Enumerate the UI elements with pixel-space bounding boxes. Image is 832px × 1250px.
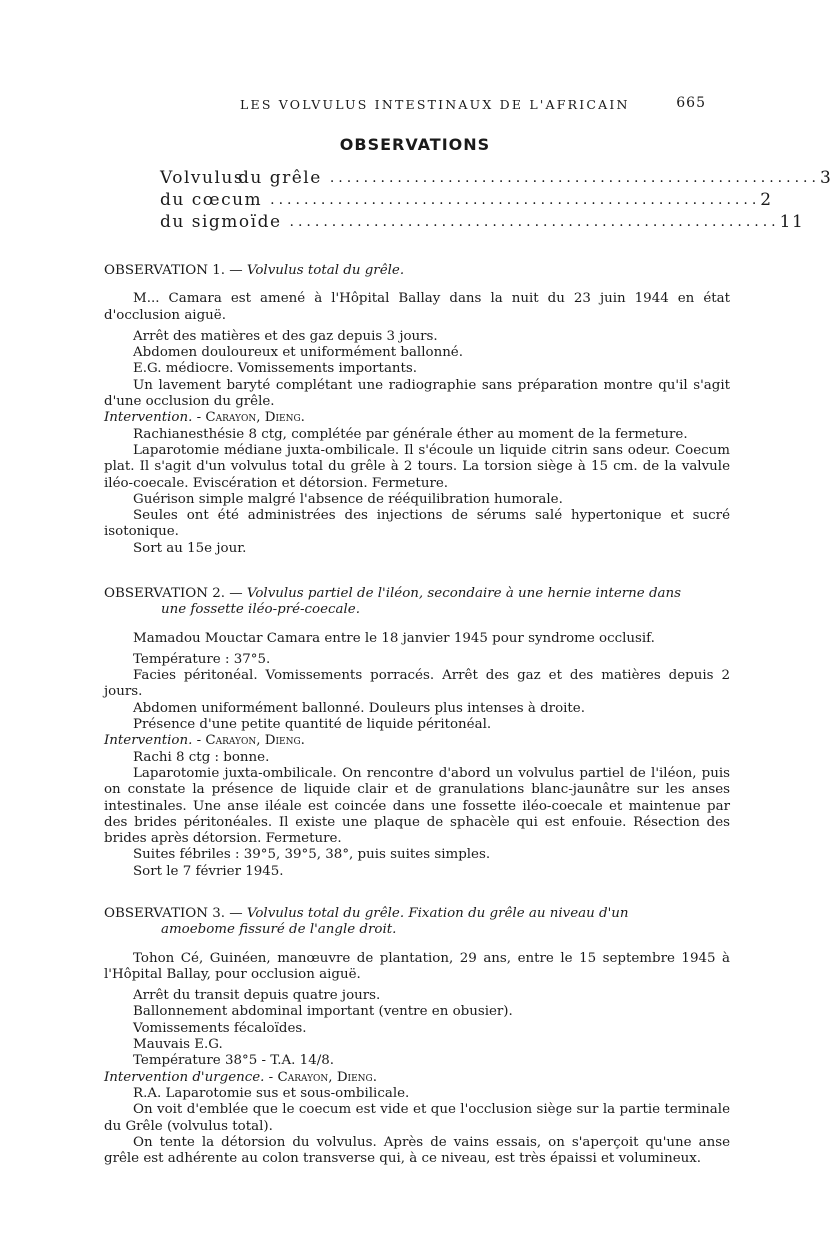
paragraph: Rachi 8 ctg : bonne. [133,749,270,765]
summary-count: 2 [760,190,773,210]
paragraph: Température : 37°5. [133,651,271,667]
observation-title: Volvulus total du grêle. Fixation du grêle au niveau d'un [246,906,629,921]
summary-count: 3 [819,168,832,188]
surgeons: - Carayon, Dieng. [264,1069,378,1085]
paragraph: Ballonnement abdominal important (ventre en obusier). [133,1004,513,1020]
summary-prefix: Volvulus [160,168,245,188]
observation-title-cont: une fossette iléo-pré-coecale. [161,602,360,618]
observation-title: Volvulus total du grêle. [246,263,405,278]
paragraph: M... Camara est amené à l'Hôpital Ballay dans la nuit du 23 juin 1944 en état d'occlusion aiguë. [104,291,730,323]
observation-title: Volvulus partiel de l'iléon, secondaire à une hernie interne dans [246,586,681,601]
dot-leader: .......................................................... [329,170,820,186]
summary-row [160,211,805,233]
summary-row [160,189,773,211]
paragraph: Abdomen douloureux et uniformément ballonné. [133,345,463,361]
observation-label: OBSERVATION 3. — [104,906,247,921]
page-number: 665 [676,95,706,111]
paragraph: Laparotomie juxta-ombilicale. On rencontre d'abord un volvulus partiel de l'iléon, puis on constate la présence de liquide clair et de granulations blanc-jaunâtre sur les anses intestinales. Une anse iléale est coincée dans une fossette iléo-coecale et maintenue par des brides péritonéales. Il existe une plaque de sphacèle qui est enfouie. Résection des brides après détorsion. Fermeture. [104,765,730,847]
observation-heading [104,906,730,922]
paragraph: Guérison simple malgré l'absence de rééquilibration humorale. [133,491,563,507]
observation-3 [104,906,730,1167]
section-title: OBSERVATIONS [339,135,491,154]
intervention-label: Intervention d'urgence. [104,1069,265,1085]
paragraph: On tente la détorsion du volvulus. Après de vains essais, on s'aperçoit qu'une anse grêle est adhérente au colon transverse qui, à ce niveau, est très épaissi et volumineux. [104,1134,730,1167]
observation-2 [104,586,730,880]
intervention-label: Intervention. [104,733,193,749]
observation-label: OBSERVATION 2. — [104,586,247,601]
intervention-line [104,410,730,426]
paragraph: Sort au 15e jour. [133,540,247,556]
paragraph: Suites fébriles : 39°5, 39°5, 38°, puis suites simples. [133,847,491,863]
observation-heading [104,586,730,602]
summary-label: du cœcum [160,190,263,210]
summary-count: 11 [779,212,805,232]
observation-heading [104,263,730,279]
observation-title-cont: amoebome fissuré de l'angle droit. [161,922,397,938]
paragraph: Rachianesthésie 8 ctg, complétée par générale éther au moment de la fermeture. [133,426,688,442]
summary-row [160,167,832,189]
intervention-line [104,1070,730,1086]
surgeons: - Carayon, Dieng. [192,410,305,426]
paragraph: Arrêt du transit depuis quatre jours. [133,988,381,1004]
paragraph: R.A. Laparotomie sus et sous-ombilicale. [133,1085,410,1101]
paragraph: Arrêt des matières et des gaz depuis 3 jours. [133,328,438,344]
paragraph: Abdomen uniformément ballonné. Douleurs plus intenses à droite. [133,700,585,716]
observation-label: OBSERVATION 1. — [104,263,247,278]
dot-leader: .......................................................... [270,192,761,208]
paragraph: Température 38°5 - T.A. 14/8. [133,1053,335,1069]
summary-label: du sigmoïde [160,212,282,232]
paragraph: Tohon Cé, Guinéen, manœuvre de plantation, 29 ans, entre le 15 septembre 1945 à l'Hôpital Ballay, pour occlusion aiguë. [104,950,730,982]
summary-table [160,167,832,233]
running-title: LES VOLVULUS INTESTINAUX DE L'AFRICAIN [240,97,630,112]
paragraph: Un lavement baryté complétant une radiographie sans préparation montre qu'il s'agit d'une occlusion du grêle. [104,377,730,410]
paragraph: Présence d'une petite quantité de liquide péritonéal. [133,717,492,733]
intervention-line [104,733,730,749]
summary-label: du grêle [238,168,322,188]
paragraph: Seules ont été administrées des injections de sérums salé hypertonique et sucré isotonique. [104,508,730,540]
paragraph: Vomissements fécaloïdes. [133,1020,307,1036]
paragraph: On voit d'emblée que le coecum est vide et que l'occlusion siège sur la partie terminale du Grêle (volvulus total). [104,1102,730,1134]
paragraph: Laparotomie médiane juxta-ombilicale. Il s'écoule un liquide citrin sans odeur. Coecum plat. Il s'agit d'un volvulus total du grêle à 2 tours. La torsion siège à 15 cm. de la valvule iléo-coecale. Eviscération et détorsion. Fermeture. [104,442,730,491]
paragraph: Mauvais E.G. [133,1037,223,1053]
paragraph: Mamadou Mouctar Camara entre le 18 janvier 1945 pour syndrome occlusif. [133,630,655,646]
running-header [0,97,800,117]
surgeons: - Carayon, Dieng. [192,733,305,749]
intervention-label: Intervention. [104,410,193,426]
dot-leader: .......................................................... [289,214,780,230]
paragraph: E.G. médiocre. Vomissements importants. [133,361,418,377]
observation-1 [104,263,730,557]
paragraph: Sort le 7 février 1945. [133,863,284,879]
paragraph: Facies péritonéal. Vomissements porracés. Arrêt des gaz et des matières depuis 2 jours. [104,668,730,700]
